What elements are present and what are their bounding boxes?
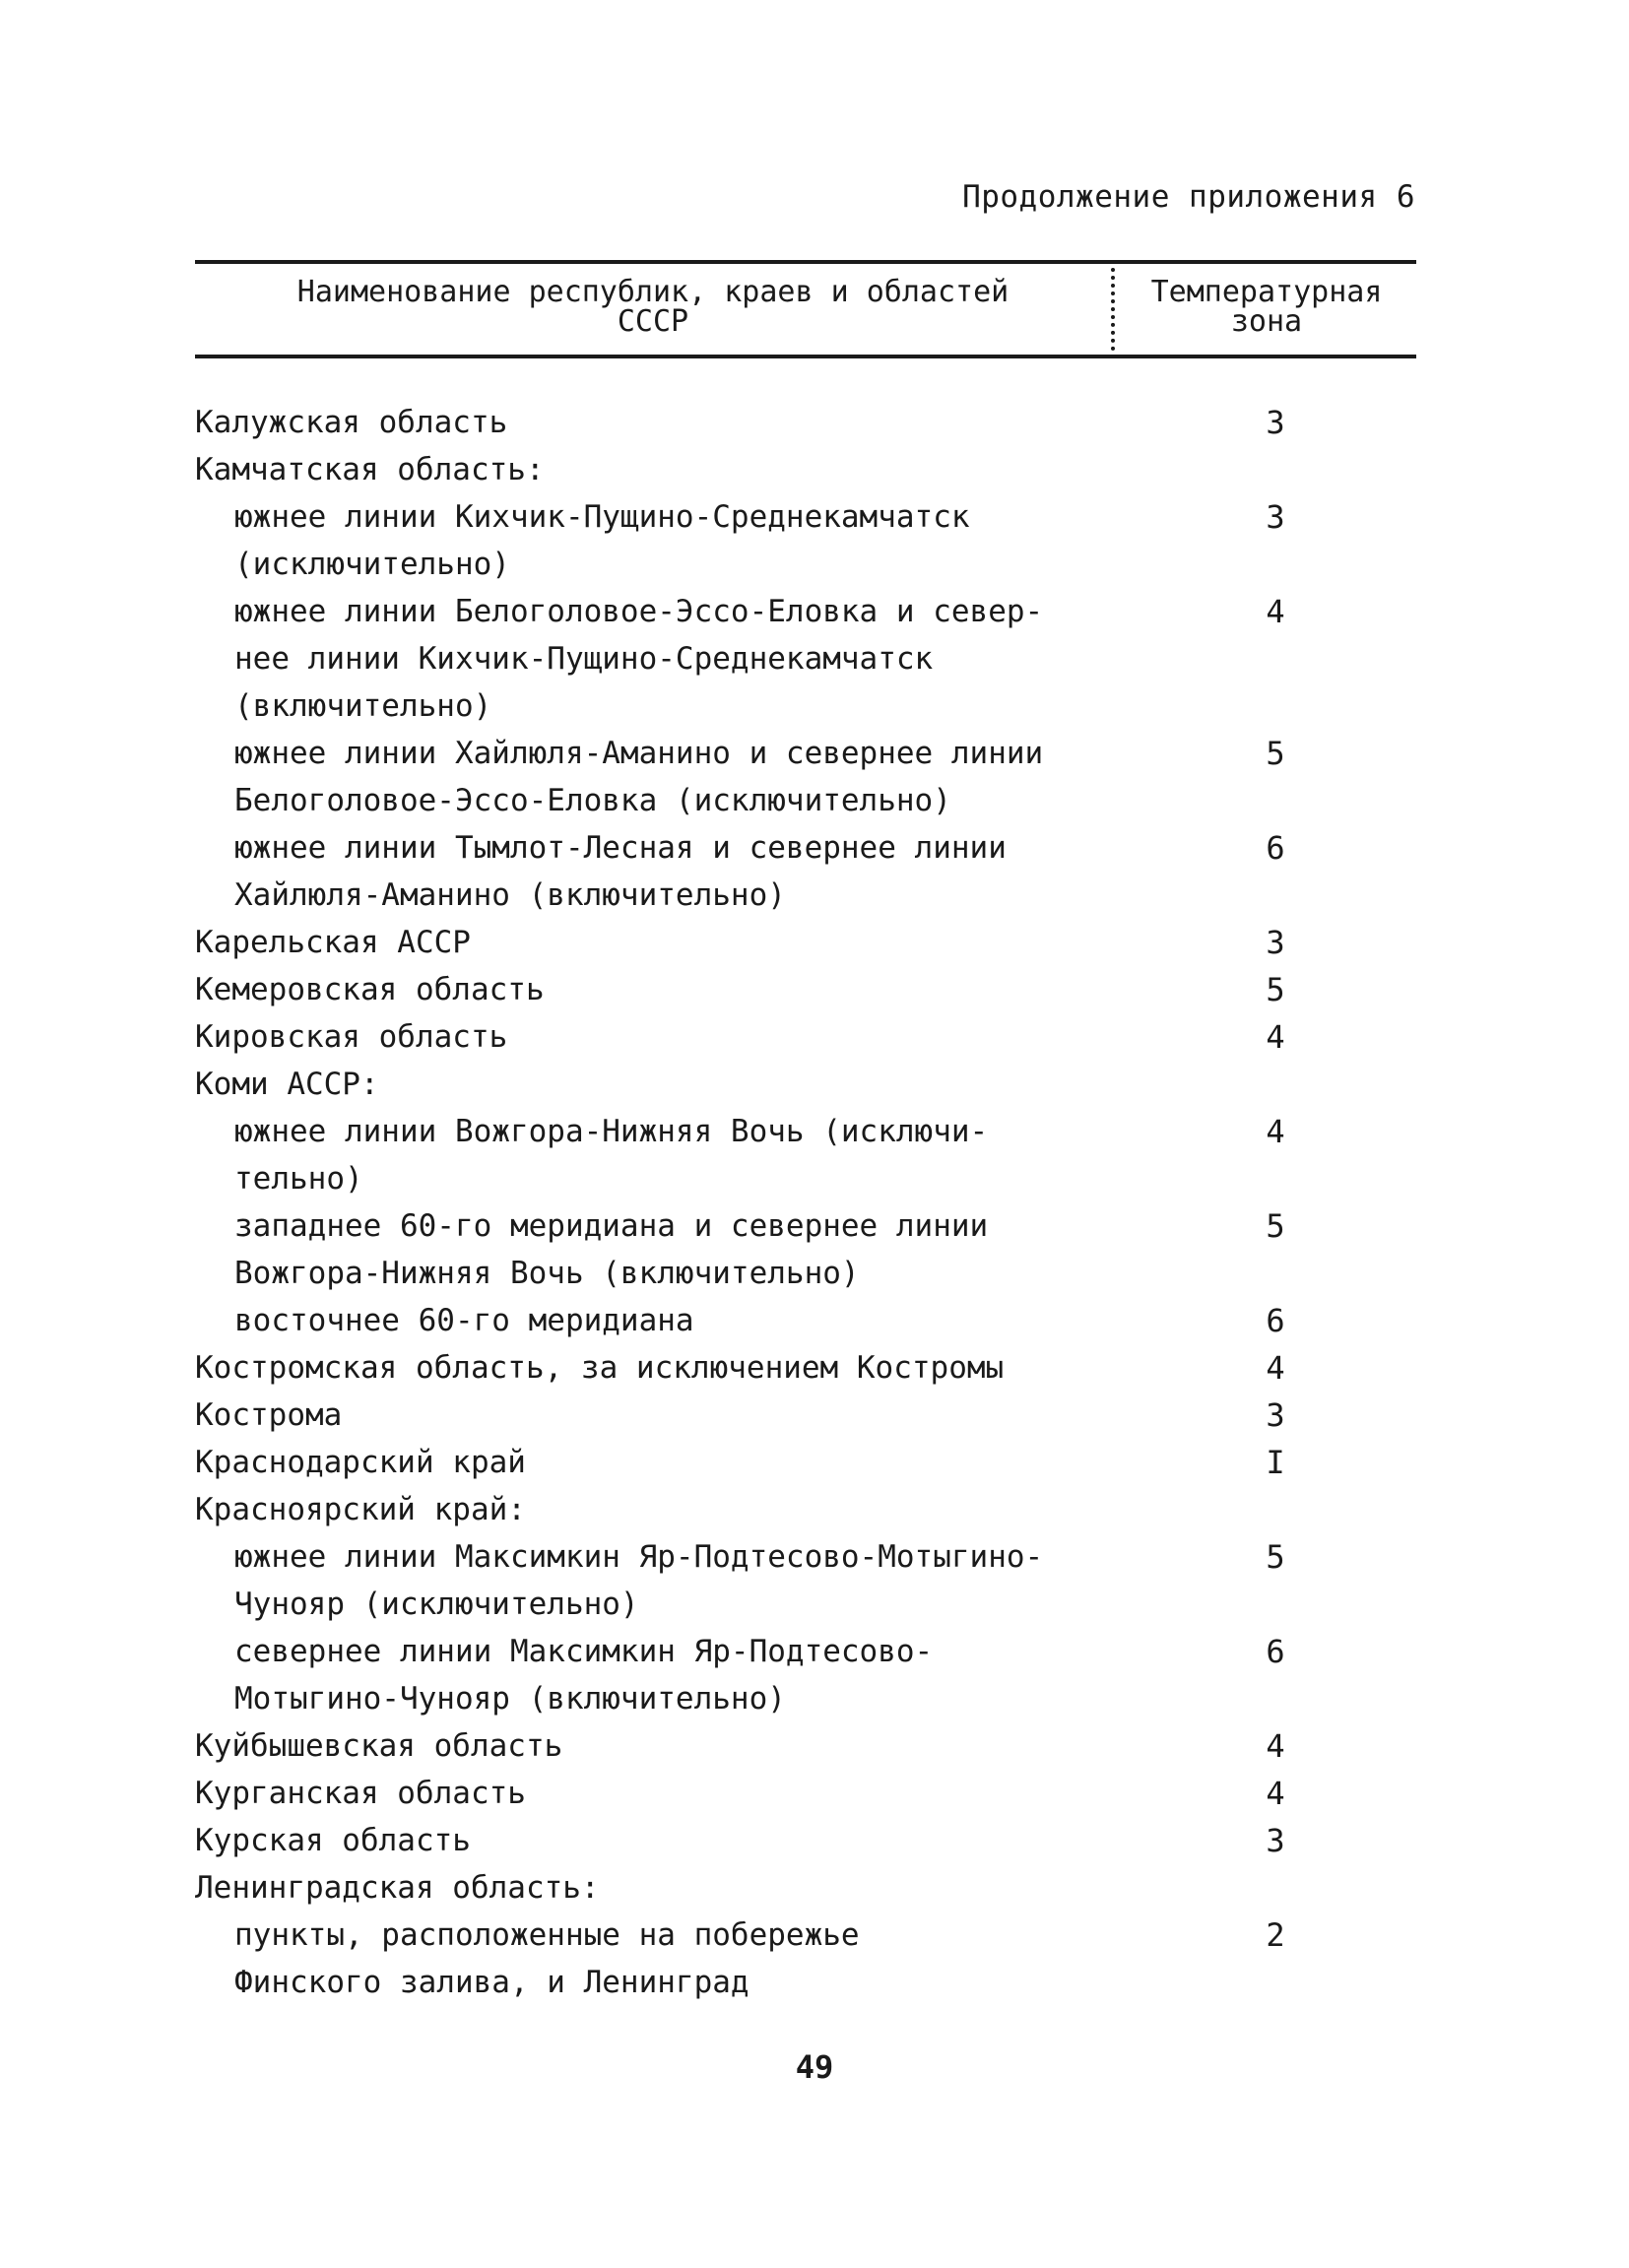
- table-row: [195, 872, 1416, 919]
- column-header-zone-line1: Температурная: [1150, 275, 1383, 309]
- temperature-zone: 5: [1266, 971, 1285, 1008]
- continuation-label: Продолжение приложения 6: [962, 179, 1415, 215]
- temperature-zone: 4: [1266, 593, 1285, 630]
- region-name: Кемеровская область: [195, 972, 545, 1007]
- table-row: [195, 1439, 1416, 1486]
- region-name: Камчатская область:: [195, 452, 545, 487]
- temperature-zone: 3: [1266, 924, 1285, 961]
- table-row: [195, 1864, 1416, 1912]
- temperature-zone: 5: [1266, 1207, 1285, 1245]
- column-header-zone: [1117, 275, 1416, 339]
- region-name: южнее линии Вожгора-Нижняя Вочь (исключи-: [234, 1114, 989, 1149]
- region-name: Белоголовое-Эссо-Еловка (исключительно): [234, 783, 951, 818]
- region-name: восточнее 60-го меридиана: [234, 1303, 694, 1338]
- region-name: южнее линии Тымлот-Лесная и севернее линии: [234, 830, 1007, 866]
- region-name: Краснодарский край: [195, 1445, 526, 1480]
- region-name: Костромская область, за исключением Костромы: [195, 1350, 1005, 1386]
- region-name: пункты, расположенные на побережье: [234, 1917, 860, 1953]
- temperature-zone: 3: [1266, 498, 1285, 536]
- table-row: [195, 777, 1416, 824]
- region-name: южнее линии Кихчик-Пущино-Среднекамчатск: [234, 499, 970, 535]
- table-row: [195, 730, 1416, 777]
- table-row: [195, 1486, 1416, 1533]
- column-header-name-line2: СССР: [617, 304, 689, 339]
- temperature-zone: 2: [1266, 1916, 1285, 1954]
- region-name: южнее линии Белоголовое-Эссо-Еловка и север-: [234, 594, 1044, 629]
- temperature-zone: 4: [1266, 1018, 1285, 1056]
- region-name: Калужская область: [195, 405, 508, 440]
- temperature-zone: 3: [1266, 1396, 1285, 1434]
- region-name: Мотыгино-Чунояр (включительно): [234, 1681, 786, 1717]
- region-name: севернее линии Максимкин Яр-Подтесово-: [234, 1634, 934, 1669]
- table-row: [195, 1108, 1416, 1155]
- table-row: [195, 541, 1416, 588]
- table-row: [195, 635, 1416, 682]
- table-row: [195, 1675, 1416, 1722]
- table-row: [195, 1250, 1416, 1297]
- temperature-zone: 6: [1266, 829, 1285, 867]
- temperature-zone: 5: [1266, 735, 1285, 772]
- region-name: Красноярский край:: [195, 1492, 526, 1527]
- table-row: [195, 1202, 1416, 1250]
- temperature-zone: 4: [1266, 1775, 1285, 1812]
- temperature-zone: 3: [1266, 404, 1285, 441]
- column-header-name-line1: Наименование республик, краев и областей: [296, 275, 1010, 309]
- temperature-zone: 6: [1266, 1633, 1285, 1670]
- region-name: Кострома: [195, 1397, 343, 1433]
- region-name: Вожгора-Нижняя Вочь (включительно): [234, 1256, 860, 1291]
- table-row: [195, 824, 1416, 872]
- region-name: южнее линии Максимкин Яр-Подтесово-Мотыгино-: [234, 1539, 1044, 1575]
- column-header-name: [195, 275, 1111, 339]
- region-name: Хайлюля-Аманино (включительно): [234, 877, 786, 913]
- temperature-zone: 4: [1266, 1113, 1285, 1150]
- temperature-zone: 4: [1266, 1349, 1285, 1387]
- table-row: [195, 1912, 1416, 1959]
- temperature-zone: 3: [1266, 1822, 1285, 1859]
- region-name: тельно): [234, 1161, 363, 1197]
- table-body: [195, 399, 1416, 2006]
- table-header-bottom-rule: [195, 355, 1416, 358]
- temperature-zone: I: [1266, 1444, 1285, 1481]
- region-name: Чунояр (исключительно): [234, 1587, 639, 1622]
- table-row: [195, 493, 1416, 541]
- region-name: (исключительно): [234, 547, 510, 582]
- table-row: [195, 399, 1416, 446]
- table-row: [195, 682, 1416, 730]
- region-name: нее линии Кихчик-Пущино-Среднекамчатск: [234, 641, 934, 677]
- region-name: Курская область: [195, 1823, 471, 1858]
- region-name: западнее 60-го меридиана и севернее линии: [234, 1208, 989, 1244]
- table-row: [195, 1392, 1416, 1439]
- table-row: [195, 588, 1416, 635]
- table-row: [195, 1770, 1416, 1817]
- region-name: Коми АССР:: [195, 1067, 379, 1102]
- header-column-separator: [1111, 268, 1115, 351]
- table-row: [195, 1297, 1416, 1344]
- page-number: 49: [795, 2048, 834, 2086]
- table-row: [195, 966, 1416, 1013]
- table-row: [195, 919, 1416, 966]
- region-name: южнее линии Хайлюля-Аманино и севернее линии: [234, 736, 1044, 771]
- table-top-rule: [195, 260, 1416, 264]
- table-row: [195, 1581, 1416, 1628]
- temperature-zone: 5: [1266, 1538, 1285, 1576]
- region-name: Карельская АССР: [195, 925, 471, 960]
- region-name: Финского залива, и Ленинград: [234, 1965, 749, 2000]
- table-row: [195, 1155, 1416, 1202]
- table-row: [195, 1061, 1416, 1108]
- table-row: [195, 1533, 1416, 1581]
- region-name: Ленинградская область:: [195, 1870, 600, 1906]
- table-row: [195, 446, 1416, 493]
- region-name: Куйбышевская область: [195, 1728, 563, 1764]
- table-row: [195, 1817, 1416, 1864]
- temperature-zone: 4: [1266, 1727, 1285, 1765]
- table-row: [195, 1628, 1416, 1675]
- table-row: [195, 1722, 1416, 1770]
- table-row: [195, 1959, 1416, 2006]
- region-name: Курганская область: [195, 1776, 526, 1811]
- region-name: Кировская область: [195, 1019, 508, 1055]
- table-row: [195, 1344, 1416, 1392]
- temperature-zone: 6: [1266, 1302, 1285, 1339]
- region-name: (включительно): [234, 688, 492, 724]
- table-row: [195, 1013, 1416, 1061]
- column-header-zone-line2: зона: [1230, 304, 1303, 339]
